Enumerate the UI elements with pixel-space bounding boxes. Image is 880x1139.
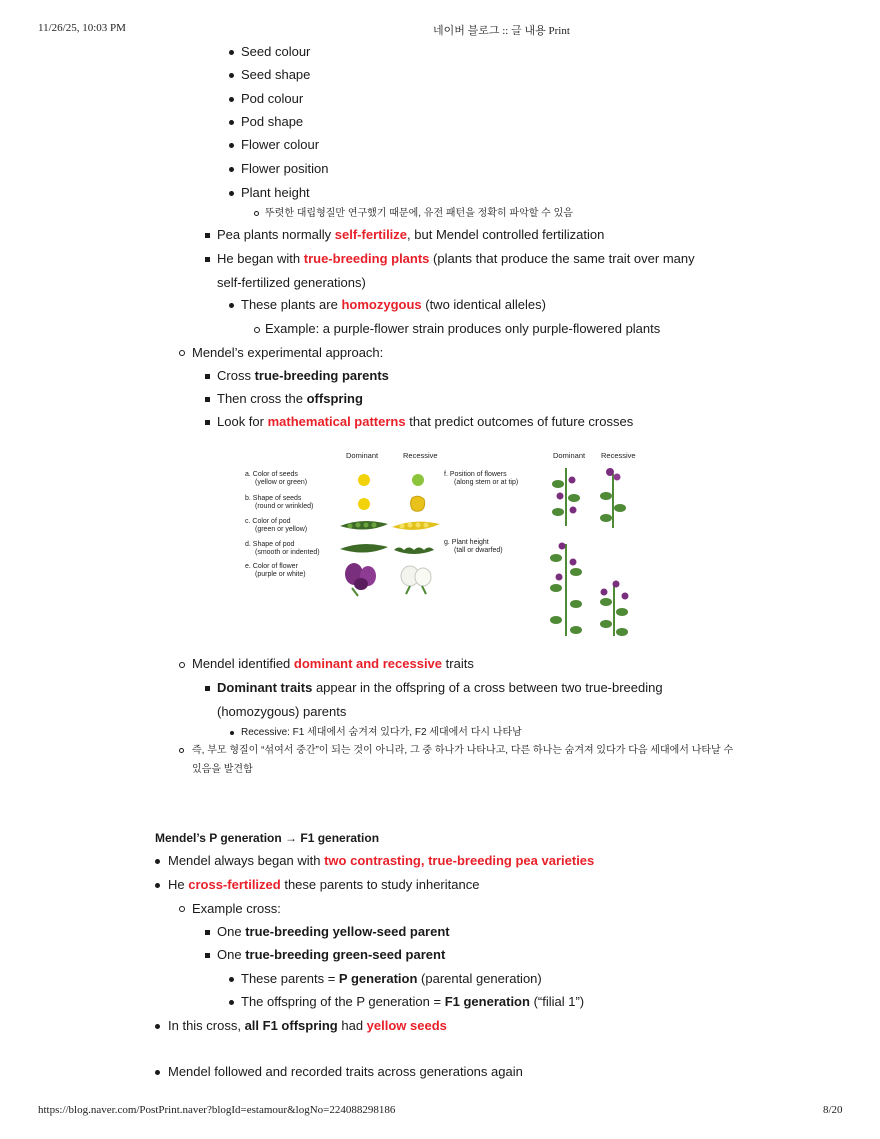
list-item: Pod shape: [241, 114, 304, 129]
col-recessive-left: Recessive: [403, 451, 438, 460]
homozygous-line: These plants are homozygous (two identical alleles): [241, 297, 546, 312]
list-item: Flower position: [241, 161, 329, 176]
bullet-disc-icon: [230, 731, 234, 735]
round-seed-icon: [358, 498, 370, 510]
terminal-flowers-plant-icon: [600, 468, 626, 528]
list-item: Pod colour: [241, 91, 304, 106]
p-generation-line: These parents = P generation (parental generation): [241, 971, 542, 986]
example-cross: Example cross:: [192, 901, 281, 916]
bullet-disc-icon: [229, 73, 234, 78]
label-b: b. Shape of seeds: [245, 495, 302, 502]
one-yellow-line: One true-breeding yellow-seed parent: [217, 924, 450, 939]
label-c-sub: (green or yellow): [255, 526, 308, 533]
followed-line: Mendel followed and recorded traits across generations again: [168, 1064, 523, 1079]
bullet-square-icon: [205, 953, 210, 958]
label-d: d. Shape of pod: [245, 541, 295, 548]
smooth-pod-icon: [340, 544, 388, 553]
approach-look: Look for mathematical patterns that predict outcomes of future crosses: [217, 414, 634, 429]
green-pod-icon: [340, 521, 388, 530]
page-number: 8/20: [823, 1104, 843, 1116]
list-item: Plant height: [241, 185, 310, 200]
bullet-disc-icon: [229, 143, 234, 148]
bullet-disc-icon: [155, 859, 160, 864]
pea-traits-figure: [240, 446, 640, 640]
bullet-disc-icon: [229, 191, 234, 196]
green-seed-icon: [412, 474, 424, 486]
approach-cross: Cross true-breeding parents: [217, 368, 389, 383]
bullet-square-icon: [205, 397, 210, 402]
bullet-circle-icon: [179, 906, 185, 912]
label-g-sub: (tall or dwarfed): [454, 547, 503, 554]
bullet-circle-icon: [254, 211, 259, 216]
label-f: f. Position of flowers: [444, 471, 507, 478]
label-g: g. Plant height: [444, 539, 489, 546]
col-recessive-right: Recessive: [601, 451, 636, 460]
in-this-cross-line: In this cross, all F1 offspring had yellow seeds: [168, 1018, 447, 1033]
bullet-circle-icon: [179, 350, 185, 356]
col-dominant-right: Dominant: [553, 451, 586, 460]
bullet-disc-icon: [229, 1000, 234, 1005]
bullet-disc-icon: [155, 1024, 160, 1029]
label-a-sub: (yellow or green): [255, 479, 308, 486]
list-item: Flower colour: [241, 137, 320, 152]
bullet-square-icon: [205, 257, 210, 262]
self-fertilize-line: Pea plants normally self-fertilize, but Mendel controlled fertilization: [217, 227, 605, 242]
label-e: e. Color of flower: [245, 563, 298, 570]
label-e-sub: (purple or white): [255, 571, 306, 578]
f1-generation-line: The offspring of the P generation = F1 generation (“filial 1”): [241, 994, 585, 1009]
bullet-square-icon: [205, 233, 210, 238]
traits-note: 뚜렷한 대립형질만 연구했기 때문에, 유전 패턴을 정확히 파악할 수 있음: [265, 208, 573, 219]
cross-fertilized-line: He cross-fertilized these parents to study inheritance: [168, 877, 480, 892]
yellow-pod-icon: [392, 522, 440, 530]
bullet-square-icon: [205, 930, 210, 935]
dominant-traits-continued: (homozygous) parents: [217, 704, 347, 719]
bullet-disc-icon: [229, 167, 234, 172]
list-item: Seed colour: [241, 44, 311, 59]
began-line: Mendel always began with two contrasting, true-breeding pea varieties: [168, 853, 595, 868]
true-breeding-line: He began with true-breeding plants (plants that produce the same trait over many: [217, 251, 695, 266]
bullet-disc-icon: [229, 97, 234, 102]
axial-flowers-plant-icon: [552, 468, 580, 526]
label-b-sub: (round or wrinkled): [255, 503, 314, 510]
print-datetime: 11/26/25, 10:03 PM: [38, 22, 126, 34]
bullet-disc-icon: [229, 50, 234, 55]
bullet-disc-icon: [229, 303, 234, 308]
white-flower-icon: [401, 566, 431, 594]
bullet-square-icon: [205, 686, 210, 691]
bullet-disc-icon: [229, 977, 234, 982]
bullet-circle-icon: [179, 662, 185, 668]
section-heading: Mendel’s P generation → F1 generation: [155, 831, 380, 845]
dominant-traits-line: Dominant traits appear in the offspring of a cross between two true-breeding: [217, 680, 663, 695]
label-a: a. Color of seeds: [245, 471, 298, 478]
true-breeding-continued: self-fertilized generations): [217, 275, 366, 290]
tall-plant-icon: [550, 543, 582, 637]
bullet-square-icon: [205, 374, 210, 379]
bullet-disc-icon: [155, 1070, 160, 1075]
indented-pod-icon: [394, 548, 434, 555]
label-c: c. Color of pod: [245, 518, 291, 525]
dominant-recessive-line: Mendel identified dominant and recessive traits: [192, 656, 474, 671]
label-d-sub: (smooth or indented): [255, 549, 320, 556]
print-url: https://blog.naver.com/PostPrint.naver?blogId=estamour&logNo=224088298186: [38, 1104, 396, 1116]
print-title: 네이버 블로그 :: 글 내용 Print: [433, 25, 570, 37]
bullet-circle-icon: [254, 327, 260, 333]
wrinkled-seed-icon: [411, 496, 425, 511]
example-purple: Example: a purple-flower strain produces only purple-flowered plants: [265, 321, 661, 336]
pea-illustrations: [240, 446, 640, 640]
bullet-disc-icon: [229, 120, 234, 125]
bullet-square-icon: [205, 420, 210, 425]
approach-title: Mendel’s experimental approach:: [192, 345, 384, 360]
col-dominant-left: Dominant: [346, 451, 379, 460]
approach-then: Then cross the offspring: [217, 391, 363, 406]
recessive-note: Recessive: F1 세대에서 숨겨져 있다가, F2 세대에서 다시 나타남: [241, 727, 522, 738]
purple-flower-icon: [345, 563, 376, 596]
bullet-circle-icon: [179, 748, 184, 753]
label-f-sub: (along stem or at tip): [454, 479, 519, 486]
summary-line-2: 있음을 발견함: [192, 764, 253, 775]
bullet-disc-icon: [155, 883, 160, 888]
summary-line-1: 즉, 부모 형질이 “섞여서 중간”이 되는 것이 아니라, 그 중 하나가 나타나고, 다른 하나는 숨겨져 있다가 다음 세대에서 나타날 수: [192, 745, 734, 756]
yellow-seed-icon: [358, 474, 370, 486]
dwarf-plant-icon: [600, 581, 629, 637]
one-green-line: One true-breeding green-seed parent: [217, 947, 446, 962]
list-item: Seed shape: [241, 67, 311, 82]
